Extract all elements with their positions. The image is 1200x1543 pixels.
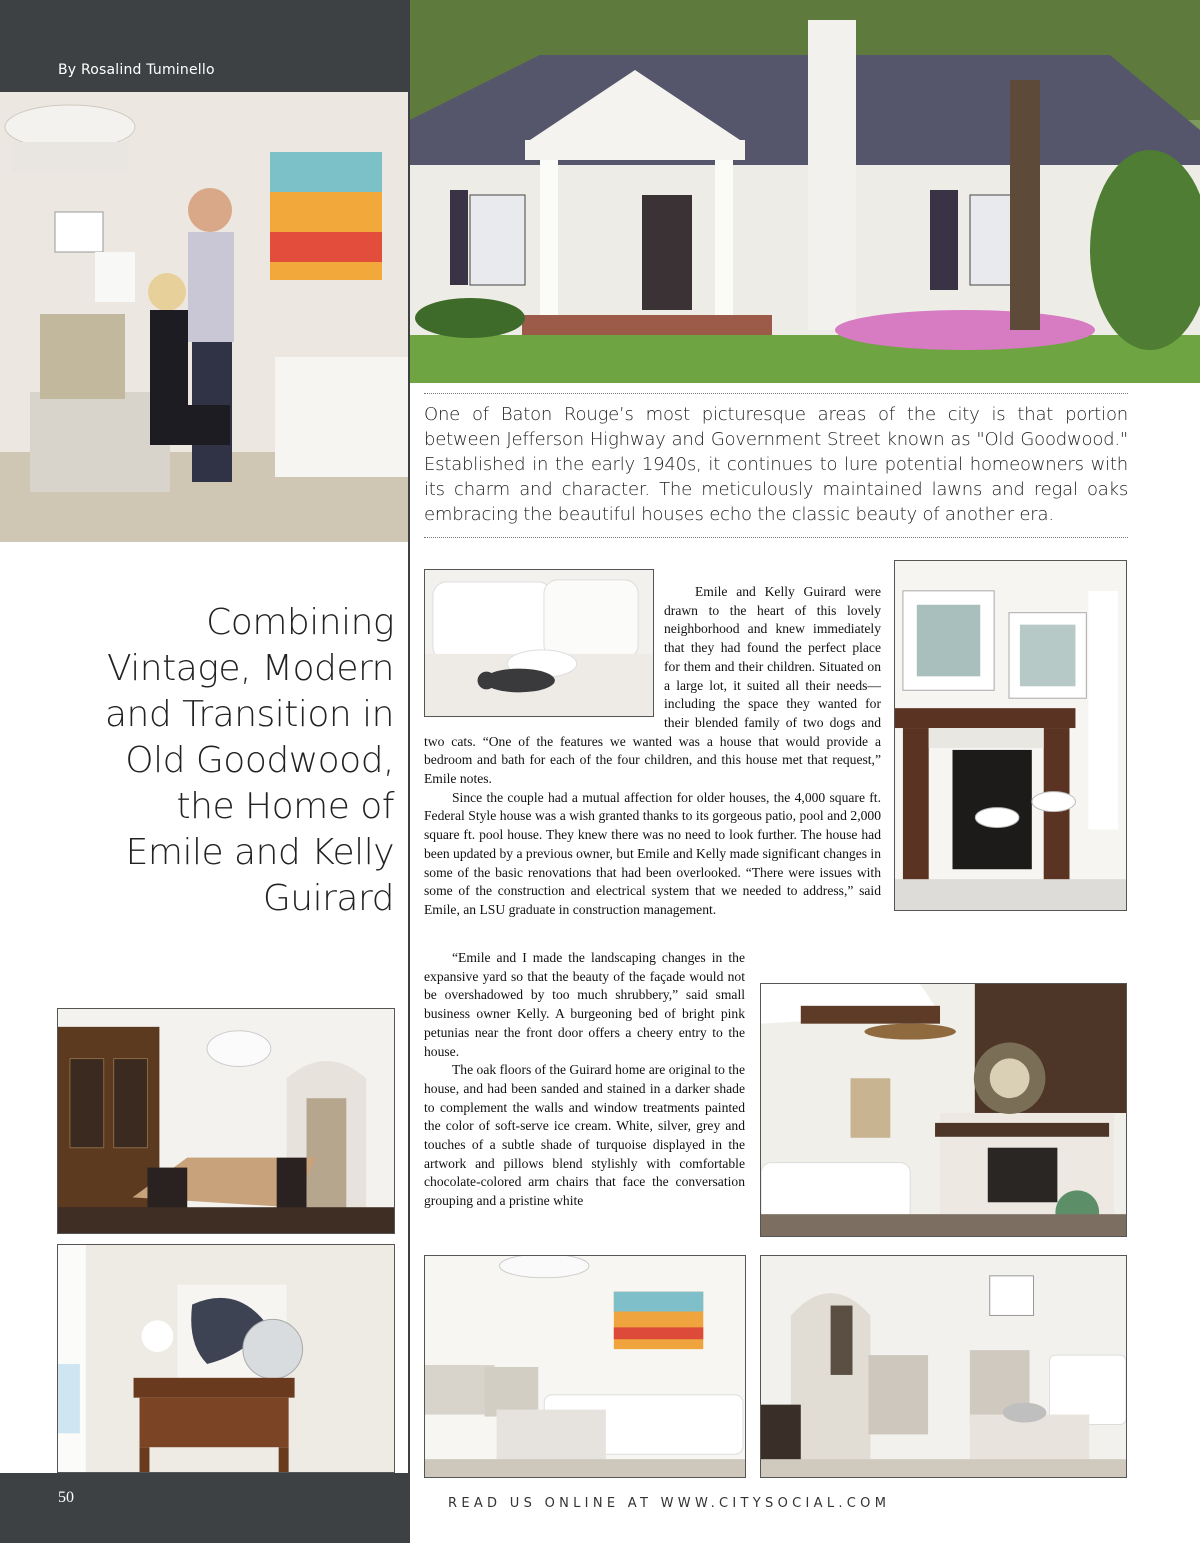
sideboard-artwork-photo — [57, 1244, 395, 1473]
headline-line: the Home of — [176, 786, 394, 827]
cat-on-bed-photo — [424, 569, 654, 717]
intro-paragraph: One of Baton Rouge’s most picturesque areas of the city is that portion between Jefferson Highway and Government Street known as "Old Goodwood." Established in the early 1940s, it continues to lure potential homeowners with its charm and character. The meticulously maintained lawns and regal oaks embracing the beautiful houses echo the classic beauty of another era. — [424, 404, 1128, 525]
left-footer-bar — [0, 1473, 408, 1543]
body-text-block-2 — [424, 949, 745, 1211]
headline-line: Vintage, Modern — [106, 648, 394, 689]
dining-room-photo — [57, 1008, 395, 1234]
fireplace-stools-photo — [894, 560, 1127, 911]
headline-line: Guirard — [262, 878, 394, 919]
left-header-bar — [0, 0, 408, 92]
house-exterior-photo — [410, 0, 1200, 383]
byline: By Rosalind Tuminello — [58, 62, 215, 78]
body-paragraph: The oak floors of the Guirard home are original to the house, and had been sanded and stained in a darker shade to complement the walls and window treatments painted the color of soft-serve ice cream. White, silver, grey and touches of a subtle shade of turquoise displayed in the artwork and pillows blend stylishly with comfortable chocolate-colored arm chairs that face the conversation grouping and a pristine white — [424, 1062, 745, 1209]
body-paragraph: Emile and Kelly Guirard were drawn to the heart of this lovely neighborhood and knew immediately that they had found the perfect place for them and their children. Situated on a large lot, it suited all their needs—including the space they wanted for their blended family of two dogs and two cats. “One of the features we wanted was a house that would provide a bedroom and bath for each of the four children, and this house met that request,” Emile notes. — [424, 584, 881, 787]
brick-fireplace-living-room-photo — [760, 983, 1127, 1237]
headline-line: Emile and Kelly — [125, 832, 394, 873]
intro-rule-bottom — [424, 537, 1128, 538]
living-room-arch-photo — [760, 1255, 1127, 1478]
body-paragraph: Since the couple had a mutual affection for older houses, the 4,000 square ft. Federal Style house was a wish granted thanks to its gorgeous patio, pool and 2,000 square ft. pool house. They knew there was no need to look further. The house had been updated by a previous owner, but Emile and Kelly made significant changes in some of the basic renovations that had been overlooked. “There were issues with some of the construction and electrical system that we needed to address,” said Emile, an LSU graduate in construction management. — [424, 789, 881, 917]
body-text-block-1 — [424, 583, 881, 920]
couple-portrait-photo — [0, 92, 408, 542]
page-number: 50 — [58, 1489, 74, 1506]
body-paragraph: “Emile and I made the landscaping changes in the expansive yard so that the beauty of the façade would not be overshadowed by too much shrubbery,” said small business owner Kelly. A burgeoning bed of bright pink petunias near the front door offers a cheery entry to the house. — [424, 950, 745, 1059]
article-headline — [94, 600, 394, 922]
white-living-room-photo — [424, 1255, 746, 1478]
headline-line: Combining — [206, 602, 394, 643]
headline-line: and Transition in — [104, 694, 394, 735]
headline-line: Old Goodwood, — [125, 740, 394, 781]
footer-online-url: READ US ONLINE AT WWW.CITYSOCIAL.COM — [448, 1496, 891, 1511]
intro-rule-top — [424, 393, 1128, 394]
